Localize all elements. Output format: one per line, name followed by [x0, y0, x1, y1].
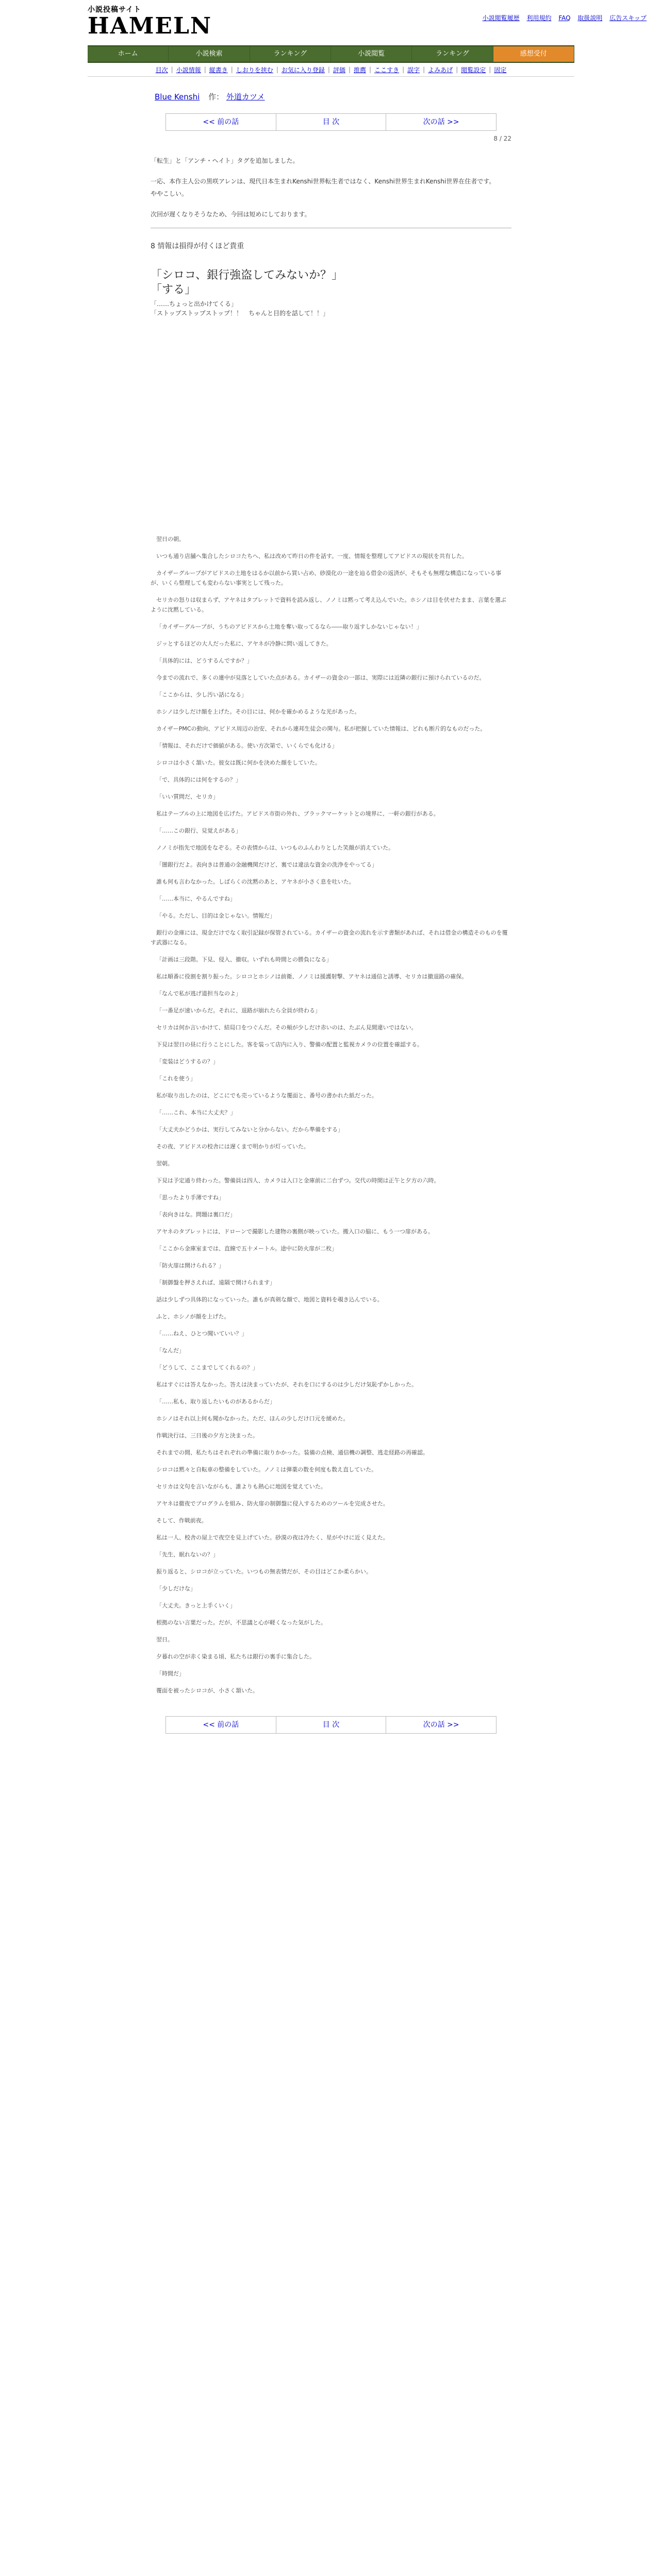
tool-recommend[interactable]: 推薦	[354, 66, 367, 74]
body-paragraph: 下見は翌日の昼に行うことにした。客を装って店内に入り、警備の配置と監視カメラの位置を確認する。	[156, 1041, 423, 1048]
body-paragraph: 「どうして、ここまでしてくれるの？」	[156, 1364, 258, 1371]
body-paragraph: 振り返ると、シロコが立っていた。いつもの無表情だが、その目はどこか柔らかい。	[156, 1568, 372, 1575]
top-links	[477, 13, 647, 22]
tool-rate[interactable]: 評価	[333, 66, 345, 74]
chapter-body	[151, 534, 511, 1696]
body-paragraph: ふと、ホシノが顔を上げた。	[156, 1313, 230, 1320]
tool-pin[interactable]: 固定	[494, 66, 507, 74]
logo-title: HAMELN	[88, 13, 212, 39]
nav-feedback[interactable]: 感想受付	[493, 46, 574, 62]
site-logo[interactable]	[88, 4, 212, 41]
chapter-title: 8 情報は損得が付くほど貴重	[151, 242, 244, 250]
body-paragraph: 「先生、眠れないの？」	[156, 1551, 219, 1558]
body-paragraph: 「大丈夫。きっと上手くいく」	[156, 1602, 236, 1609]
body-paragraph: シロコは小さく頷いた。彼女は既に何かを決めた顔をしていた。	[156, 759, 321, 766]
body-paragraph: アヤネのタブレットには、ドローンで撮影した建物の裏側が映っていた。搬入口の脇に、もう一つ扉がある。	[156, 1228, 434, 1235]
body-paragraph: カイザーPMCの動向、アビドス周辺の治安、それから連邦生徒会の関与。私が把握していた情報は、どれも断片的なものだった。	[156, 725, 486, 732]
body-paragraph: 「一番足が速いからだ。それに、退路が崩れたら全員が終わる」	[156, 1007, 321, 1014]
body-paragraph: その夜、アビドスの校舎には遅くまで明かりが灯っていた。	[156, 1143, 309, 1150]
top-pager	[166, 113, 496, 131]
nav-browse[interactable]: 小説閲覧	[331, 46, 412, 62]
body-paragraph: ノノミが指先で地図をなぞる。その表情からは、いつものふんわりとした笑顔が消えていた。	[156, 844, 394, 851]
tool-toc[interactable]: 目次	[155, 66, 168, 74]
tool-vertical[interactable]: 縦書き	[209, 66, 228, 74]
body-paragraph: カイザーグループがアビドスの土地をはるか以前から買い占め、砂漠化の一途を辿る借金の返済が、そもそも無理な構造になっている事が、いくら整理しても変わらない事実として残った。	[151, 570, 502, 586]
novel-title-link[interactable]: Blue Kenshi	[155, 92, 200, 101]
chapter-subhead	[151, 299, 511, 318]
nav-search[interactable]: 小説検索	[169, 46, 250, 62]
body-paragraph: 翌日の朝。	[156, 536, 185, 543]
top-link-manual[interactable]: 取扱説明	[577, 14, 603, 22]
body-paragraph: そして、作戦前夜。	[156, 1517, 207, 1524]
toc-link[interactable]: 目 次	[276, 114, 387, 130]
author-label: 作：	[208, 92, 224, 101]
author-note	[151, 155, 511, 228]
body-paragraph: 「ここから金庫室までは、直線で五十メートル。途中に防火扉が二枚」	[156, 1245, 338, 1252]
body-paragraph: 私が取り出したのは、どこにでも売っているような覆面と、番号の書かれた紙だった。	[156, 1092, 377, 1099]
body-paragraph: 「表向きはな。問題は裏口だ」	[156, 1211, 236, 1218]
top-link-terms[interactable]: 利用規約	[526, 14, 552, 22]
next-chapter-link[interactable]: 次の話 >>	[423, 118, 459, 126]
body-paragraph: 根拠のない言葉だった。だが、不思議と心が軽くなった気がした。	[156, 1619, 326, 1626]
body-paragraph: 「具体的には、どうするんですか？」	[156, 657, 253, 664]
body-paragraph: セリカは何か言いかけて、結局口をつぐんだ。その頬が少しだけ赤いのは、たぶん見間違いではない。	[156, 1024, 417, 1031]
nav-home[interactable]: ホーム	[88, 46, 169, 62]
tool-view-settings[interactable]: 閲覧設定	[461, 66, 486, 74]
main-nav	[88, 45, 574, 63]
prev-chapter-link[interactable]: << 前の話	[166, 114, 276, 130]
body-paragraph: ジッとするほどの大人だった私に、アヤネが冷静に問い返してきた。	[156, 640, 332, 647]
body-paragraph: 「制御盤を押さえれば、遠隔で開けられます」	[156, 1279, 275, 1286]
body-paragraph: 「……ねえ、ひとつ聞いていい？」	[156, 1330, 247, 1337]
note-line: 次回が遅くなりそうなため、今回は短めにしております。	[151, 211, 311, 218]
body-paragraph: 私は一人、校舎の屋上で夜空を見上げていた。砂漠の夜は冷たく、星がやけに近く見えた。	[156, 1534, 389, 1541]
body-paragraph: 翌朝。	[156, 1160, 173, 1167]
body-paragraph: 「……これ、本当に大丈夫？」	[156, 1109, 236, 1116]
body-paragraph: 翌日。	[156, 1636, 173, 1643]
body-paragraph: 作戦決行は、三日後の夕方と決まった。	[156, 1432, 258, 1439]
body-paragraph: 下見は予定通り終わった。警備員は四人、カメラは入口と金庫前に二台ずつ。交代の時間は正午と夕方の六時。	[156, 1177, 440, 1184]
body-paragraph: 私はすぐには答えなかった。答えは決まっていたが、それを口にするのは少しだけ気恥ずかしかった。	[156, 1381, 417, 1388]
logo-subtitle: 小説投稿サイト	[88, 6, 142, 14]
body-paragraph: いつも通り店舗へ集合したシロコたちへ、私は改めて昨日の件を話す。一度、情報を整理してアビドスの現状を共有した。	[156, 553, 468, 560]
tool-like[interactable]: ここすき	[374, 66, 400, 74]
body-paragraph: 「で、具体的には何をするの？」	[156, 776, 241, 783]
note-line: 一応、本作主人公の黒咲アレンは、現代日本生まれKenshi世界転生者ではなく、Kenshi世界生まれKenshi世界在住者です。	[151, 178, 495, 185]
body-paragraph: 「いい質問だ、セリカ」	[156, 793, 219, 800]
novel-meta	[155, 91, 662, 102]
site-header	[0, 0, 662, 45]
body-paragraph: 「ここからは、少し汚い話になる」	[156, 691, 247, 698]
tool-novel-info[interactable]: 小説情報	[176, 66, 201, 74]
body-paragraph: ホシノはそれ以上何も聞かなかった。ただ、ほんの少しだけ口元を緩めた。	[156, 1415, 349, 1422]
tool-read-aloud[interactable]: よみあげ	[428, 66, 453, 74]
body-paragraph: 「……私も、取り返したいものがあるからだ」	[156, 1398, 275, 1405]
tool-bookmark[interactable]: しおりを挟む	[236, 66, 273, 74]
body-paragraph: 銀行の金庫には、現金だけでなく取引記録が保管されている。カイザーの資金の流れを示す書類があれば、それは借金の構造そのものを覆す武器になる。	[151, 929, 508, 946]
body-paragraph: 「これを使う」	[156, 1075, 196, 1082]
body-paragraph: 私はテーブルの上に地図を広げた。アビドス市街の外れ、ブラックマーケットとの境界に、一軒の銀行がある。	[156, 810, 439, 817]
body-paragraph: 今までの流れで、多くの連中が見落としていた点がある。カイザーの資金の一部は、実際には近隣の銀行に預けられているのだ。	[156, 674, 485, 681]
chapter-headline	[151, 268, 511, 297]
nav-ranking[interactable]: ランキング	[250, 46, 331, 62]
body-paragraph: 「……本当に、やるんですね」	[156, 895, 236, 902]
body-paragraph: 「計画は三段階。下見、侵入、撤収。いずれも時間との勝負になる」	[156, 956, 332, 963]
page-count: 8 / 22	[493, 135, 511, 142]
note-line: ややこしい。	[151, 190, 188, 197]
subhead-line: 「ストップストップストップ！！ ちゃんと目的を話して！！」	[151, 310, 329, 317]
note-line: 「転生」と「アンチ・ヘイト」タグを追加しました。	[151, 157, 299, 164]
top-link-faq[interactable]: FAQ	[558, 14, 571, 22]
bottom-prev-link[interactable]: << 前の話	[166, 1717, 276, 1733]
bottom-toc-link[interactable]: 目 次	[276, 1717, 387, 1733]
body-paragraph: 「大丈夫かどうかは、実行してみないと分からない。だから準備をする」	[156, 1126, 343, 1133]
subhead-line: 「……ちょっと出かけてくる」	[151, 300, 238, 308]
body-paragraph: セリカは文句を言いながらも、誰よりも熱心に地図を覚えていた。	[156, 1483, 326, 1490]
body-paragraph: 「……この銀行、見覚えがある」	[156, 827, 241, 834]
headline-line: 「する」	[151, 283, 196, 296]
tool-favorite[interactable]: お気に入り登録	[281, 66, 325, 74]
body-paragraph: 話は少しずつ具体的になっていった。誰もが真剣な顔で、地図と資料を覗き込んでいる。	[156, 1296, 383, 1303]
body-paragraph: シロコは黙々と自転車の整備をしていた。ノノミは弾薬の数を何度も数え直していた。	[156, 1466, 377, 1473]
top-link-history[interactable]: 小説閲覧履歴	[482, 14, 520, 22]
body-paragraph: 夕暮れの空が赤く染まる頃、私たちは銀行の裏手に集合した。	[156, 1653, 315, 1660]
body-paragraph: 「情報は、それだけで価値がある。使い方次第で、いくらでも化ける」	[156, 742, 338, 749]
bottom-pager	[166, 1716, 496, 1734]
body-paragraph: 「少しだけな」	[156, 1585, 196, 1592]
body-paragraph: セリカの怒りは収まらず、アヤネはタブレットで資料を読み返し、ノノミは黙って考え込んでいた。ホシノは目を伏せたまま、言葉を選ぶように沈黙している。	[151, 597, 506, 613]
body-paragraph: 「防火扉は開けられる？」	[156, 1262, 224, 1269]
body-paragraph: アヤネは徹夜でプログラムを組み、防火扉の制御盤に侵入するためのツールを完成させた。	[156, 1500, 389, 1507]
body-paragraph: 「時間だ」	[156, 1670, 185, 1677]
body-paragraph: 「なんで私が逃げ道担当なのよ」	[156, 990, 241, 997]
bottom-next-link[interactable]: 次の話 >>	[423, 1721, 459, 1729]
body-paragraph: 「なんだ」	[156, 1347, 185, 1354]
top-link-ad-skip[interactable]: 広告スキップ	[609, 14, 647, 22]
headline-line: 「シロコ、銀行強盗してみないか？」	[151, 269, 343, 282]
body-paragraph: 私は順番に役割を割り振った。シロコとホシノは前衛、ノノミは援護射撃、アヤネは通信と誘導、セリカは撤退路の確保。	[156, 973, 468, 980]
body-paragraph: 「カイザーグループが、うちのアビドスから土地を奪い取ってるなら――取り返すしかないじゃない！」	[156, 623, 422, 630]
tool-typo[interactable]: 誤字	[407, 66, 420, 74]
body-paragraph: 「思ったより手薄ですね」	[156, 1194, 224, 1201]
body-paragraph: 「変装はどうするの？」	[156, 1058, 219, 1065]
novel-tools-nav: 目次 | 小説情報 | 縦書き | しおりを挟む | お気に入り登録 | 評価 | 推薦 | ここすき | 誤字 | よみあげ | 閲覧設定 | 固定	[88, 63, 574, 77]
body-paragraph: 誰も何も言わなかった。しばらくの沈黙のあと、アヤネが小さく息を吐いた。	[156, 878, 355, 885]
body-paragraph: ホシノは少しだけ顔を上げた。その目には、何かを確かめるような光があった。	[156, 708, 360, 715]
author-link[interactable]: 外道カツメ	[226, 92, 265, 101]
body-paragraph: 「やる。ただし、目的は金じゃない。情報だ」	[156, 912, 275, 919]
nav-ranking-2[interactable]: ランキング	[412, 46, 493, 62]
body-paragraph: 覆面を被ったシロコが、小さく頷いた。	[156, 1687, 258, 1694]
body-paragraph: それまでの間、私たちはそれぞれの準備に取りかかった。装備の点検、通信機の調整、逃走経路の再確認。	[156, 1449, 428, 1456]
body-paragraph: 「闇銀行だよ。表向きは普通の金融機関だけど、裏では違法な資金の洗浄をやってる」	[156, 861, 377, 868]
